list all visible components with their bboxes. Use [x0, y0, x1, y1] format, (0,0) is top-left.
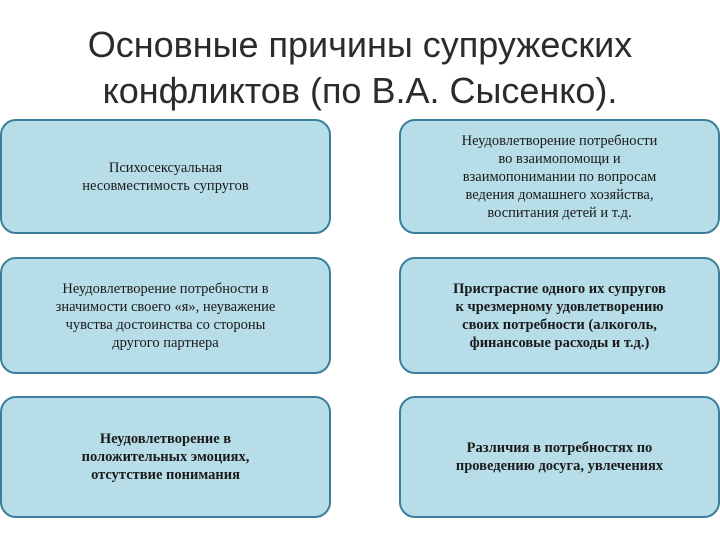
- cause-text-line: финансовые расходы и т.д.): [469, 334, 650, 351]
- cause-text-line: отсутствие понимания: [91, 467, 240, 483]
- cause-text-line: Психосексуальная: [108, 159, 223, 176]
- cause-text-line: во взаимопомощи и: [498, 150, 621, 167]
- title-line-1: Основные причины супружеских: [87, 24, 633, 65]
- cause-text-line: Неудовлетворение потребности: [461, 132, 658, 149]
- page-title: [0, 22, 720, 114]
- cause-text-line: Пристрастие одного их супругов: [453, 280, 666, 297]
- cause-text-line: взаимопонимании по вопросам: [462, 168, 657, 185]
- cause-text-line: ведения домашнего хозяйства,: [465, 186, 654, 203]
- cause-box-leisure: [399, 396, 720, 518]
- title-line-2: конфликтов (по В.А. Сысенко).: [102, 70, 618, 111]
- cause-box-self-significance: [0, 257, 331, 374]
- cause-text-line: своих потребности (алкоголь,: [462, 316, 657, 333]
- cause-box-mutual-help: [399, 119, 720, 234]
- cause-text-line: Неудовлетворение потребности в: [62, 280, 269, 297]
- cause-text-line: положительных эмоциях,: [81, 449, 250, 465]
- cause-box-positive-emotions: [0, 396, 331, 518]
- cause-box-addiction: [399, 257, 720, 374]
- cause-text-line: значимости своего «я», неуважение: [55, 298, 276, 315]
- cause-text-line: Неудовлетворение в: [99, 431, 232, 447]
- cause-text-line: несовместимость супругов: [82, 177, 249, 194]
- cause-text-line: другого партнера: [112, 334, 219, 351]
- cause-text-line: воспитания детей и т.д.: [487, 204, 632, 221]
- cause-text-line: Различия в потребностях по: [466, 440, 653, 456]
- cause-text-line: к чрезмерному удовлетворению: [455, 298, 664, 315]
- cause-text-line: проведению досуга, увлечениях: [455, 458, 664, 474]
- cause-box-psychosexual: [0, 119, 331, 234]
- cause-text-line: чувства достоинства со стороны: [65, 316, 266, 333]
